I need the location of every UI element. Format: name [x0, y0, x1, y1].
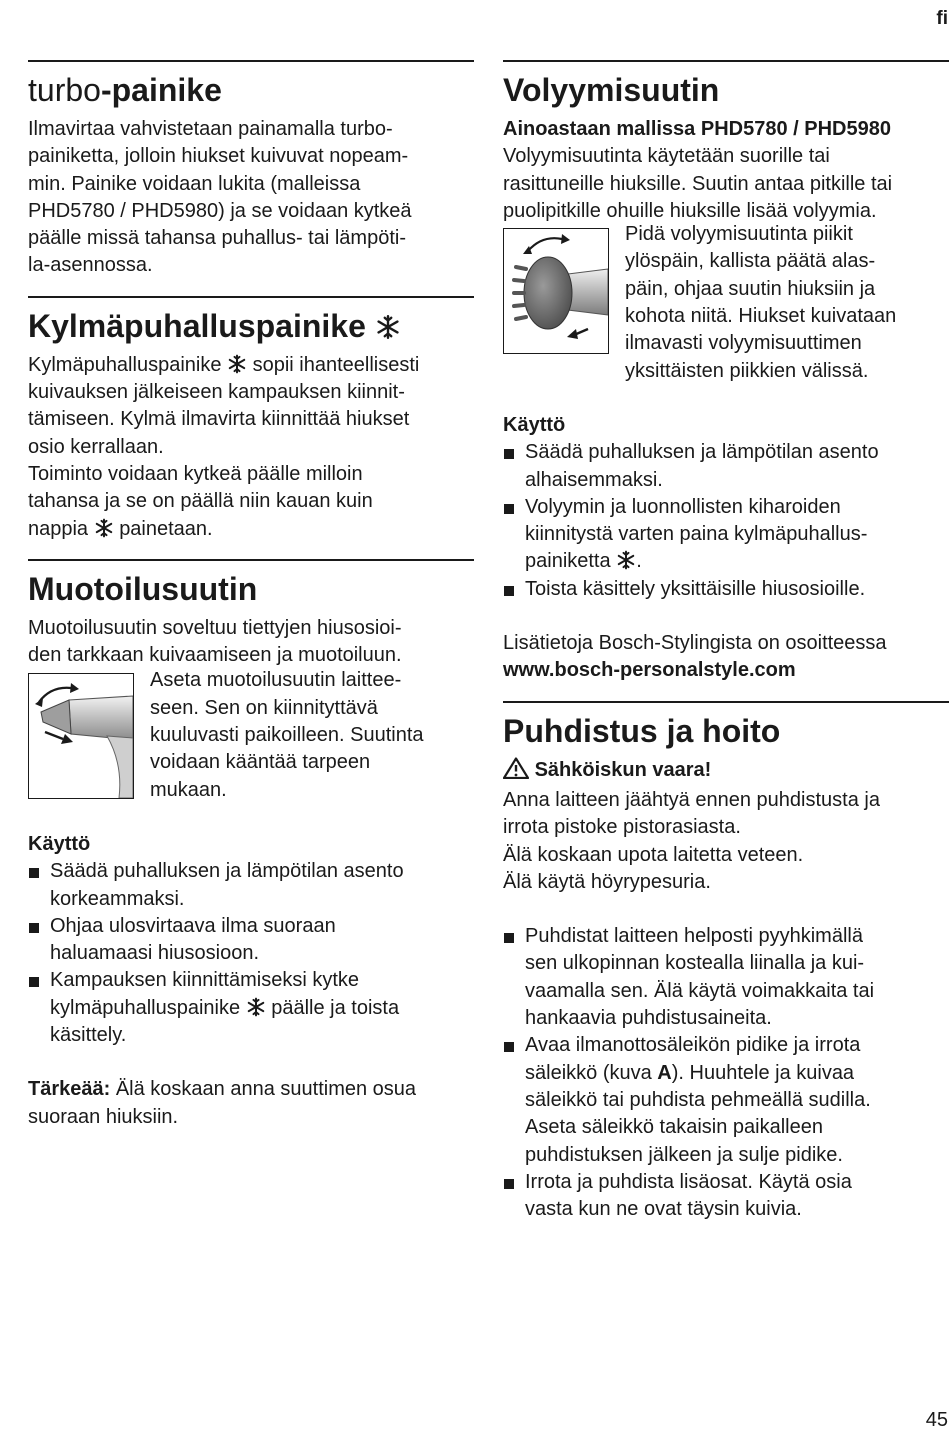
- list-item: Säädä puhalluksen ja lämpötilan asento korkeammaksi.: [28, 858, 474, 913]
- list-item: Volyymin ja luonnollisten kiharoiden kiinnitystä varten paina kylmäpuhallus- painiketta .: [503, 494, 949, 576]
- cleaning-heading: Puhdistus ja hoito: [503, 712, 781, 749]
- volume-nozzle-text: Ainoastaan mallissa PHD5780 / PHD5980 Volyymisuutinta käytetään suorille tai rasittuneille hiuksille. Suutin antaa pitkille tai puolipitkille ohuille hiuksille lisää volyymia.: [503, 118, 893, 222]
- list-item: Ohjaa ulosvirtaava ilma suoraan haluamaasi hiusosioon.: [28, 913, 474, 968]
- styling-nozzle-heading: Muotoilusuutin: [28, 570, 258, 607]
- snowflake-icon: [375, 314, 401, 340]
- website-link[interactable]: www.bosch-personalstyle.com: [503, 659, 796, 682]
- snowflake-icon: [616, 550, 636, 570]
- turbo-text: Ilmavirtaa vahvistetaan painamalla turbo- painiketta, jolloin hiukset kuivuvat nopeam- min. Painike voidaan lukita (malleissa PHD5780 / PHD5980) ja se voidaan kytkeä päälle missä tahansa puhallus- tai lämpöti- la-asennossa.: [28, 118, 412, 277]
- styling-nozzle-instructions: Aseta muotoilusuutin laittee- seen. Sen on kiinnityttävä kuuluvasti paikoilleen. Suutinta voidaan kääntää tarpeen mukaan.: [150, 669, 424, 801]
- volume-nozzle-figure-row: [503, 225, 949, 385]
- styling-nozzle-section: [28, 559, 474, 1131]
- volume-nozzle-illustration: [503, 228, 609, 354]
- volume-nozzle-instructions: Pidä volyymisuutinta piikit ylöspäin, kallista päätä alas- päin, ohjaa suutin hiuksiin ja kohota niitä. Hiukset kuivataan ilmavasti volyymisuuttimen yksittäisten piikkien välissä.: [625, 223, 897, 382]
- volume-usage-list: [503, 439, 949, 603]
- cold-shot-heading: Kylmäpuhalluspainike: [28, 306, 474, 346]
- important-note: Tärkeää: Älä koskaan anna suuttimen osua suoraan hiuksiin.: [28, 1078, 417, 1128]
- list-item: Irrota ja puhdista lisäosat. Käytä osia vasta kun ne ovat täysin kuivia.: [503, 1169, 949, 1224]
- cleaning-warning-text: Sähköiskun vaara! Anna laitteen jäähtyä ennen puhdistusta ja irrota pistoke pistorasiasta. Älä koskaan upota laitetta veteen. Älä käytä höyrypesuria.: [503, 758, 880, 893]
- styling-nozzle-figure-row: [28, 669, 474, 803]
- right-column: [503, 60, 949, 1223]
- cold-shot-section: [28, 296, 474, 543]
- usage-heading: Käyttö: [28, 832, 91, 855]
- volume-nozzle-heading: Volyymisuutin: [503, 72, 720, 108]
- list-item: Kampauksen kiinnittämiseksi kytke kylmäpuhalluspainike päälle ja toista käsittely.: [28, 967, 474, 1049]
- left-column: [28, 60, 474, 1131]
- snowflake-icon: [246, 997, 266, 1017]
- styling-nozzle-illustration: [28, 673, 134, 799]
- list-item: Toista käsittely yksittäisille hiusosioille.: [503, 576, 949, 603]
- more-info: Lisätietoja Bosch-Stylingista on osoitteessa www.bosch-personalstyle.com: [503, 632, 887, 682]
- turbo-section: [28, 60, 474, 280]
- turbo-heading: turbo-painike: [28, 72, 222, 108]
- volume-nozzle-section: [503, 60, 949, 685]
- list-item: Säädä puhalluksen ja lämpötilan asento alhaisemmaksi.: [503, 439, 949, 494]
- usage-heading: Käyttö: [503, 413, 566, 436]
- page-number: 45: [925, 1409, 948, 1431]
- warning-icon: [503, 757, 529, 787]
- cleaning-section: [503, 701, 949, 1224]
- cleaning-list: [503, 923, 949, 1223]
- styling-nozzle-intro: Muotoilusuutin soveltuu tiettyjen hiusosioi- den tarkkaan kuivaamiseen ja muotoiluun.: [28, 616, 402, 667]
- cold-shot-text: Kylmäpuhalluspainike sopii ihanteellisesti kuivauksen jälkeiseen kampauksen kiinnit- tämiseen. Kylmä ilmavirta kiinnittää hiukset osio kerrallaan. Toiminto voidaan kytkeä päälle milloin tahansa ja se on päällä niin kauan kuin nappia painetaan.: [28, 353, 420, 540]
- list-item: Avaa ilmanottosäleikön pidike ja irrota säleikkö (kuva A). Huuhtele ja kuivaa säleikkö tai puhdista pehmeällä sudilla. Aseta säleikkö takaisin paikalleen puhdistuksen jälkeen ja sulje pidike.: [503, 1032, 949, 1168]
- snowflake-icon: [227, 354, 247, 374]
- styling-usage-list: [28, 858, 474, 1049]
- snowflake-icon: [94, 518, 114, 538]
- list-item: Puhdistat laitteen helposti pyyhkimällä sen ulkopinnan kostealla liinalla ja kui- vaamalla sen. Älä käytä voimakkaita tai hankaavia puhdistusaineita.: [503, 923, 949, 1032]
- language-code: fi: [936, 8, 948, 29]
